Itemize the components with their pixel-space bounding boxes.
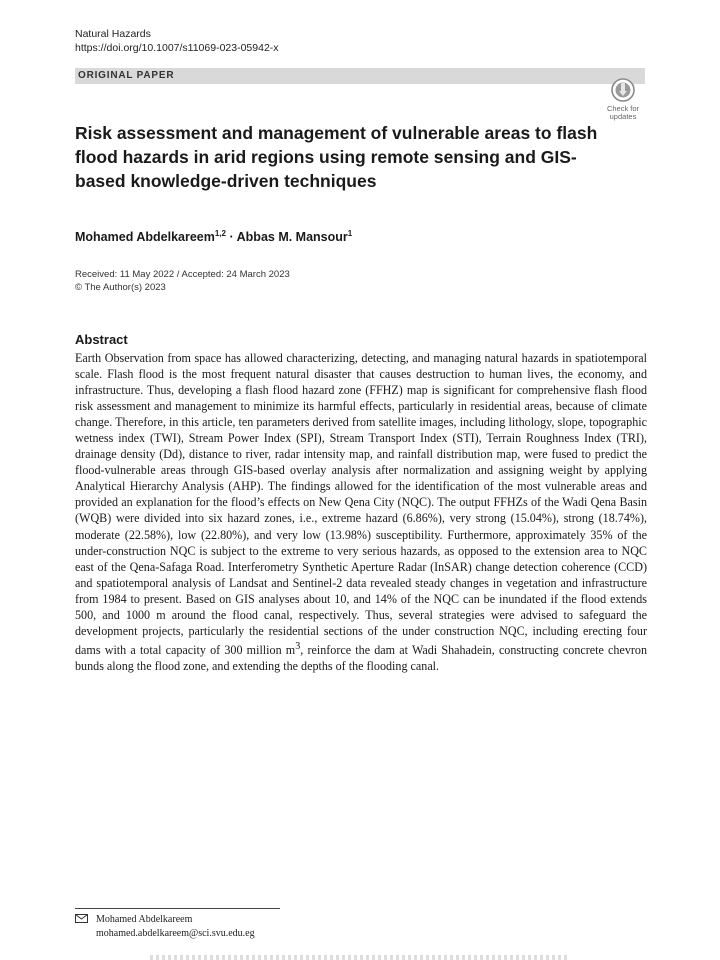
envelope-icon (75, 914, 88, 927)
journal-header (75, 27, 279, 55)
badge-line2: updates (609, 112, 637, 121)
page-cut-edge (150, 955, 570, 960)
author-name[interactable]: Abbas M. Mansour (236, 230, 348, 245)
paper-title: Risk assessment and management of vulnerable areas to flash flood hazards in arid regions using remote sensing and GIS-based knowledge-driven techniques (75, 123, 598, 191)
article-type-bar (75, 68, 645, 84)
footnote-divider (75, 908, 280, 909)
corresponding-author-name: Mohamed Abdelkareem (96, 914, 193, 925)
abstract-heading: Abstract (75, 332, 128, 347)
publication-dates (75, 268, 290, 294)
check-updates-icon (611, 78, 635, 104)
author-list (75, 226, 352, 245)
corresponding-author-email[interactable]: mohamed.abdelkareem@sci.svu.edu.eg (96, 928, 255, 939)
author-affiliation: 1 (347, 229, 353, 238)
badge-line1: Check for (606, 104, 640, 113)
check-for-updates-badge[interactable] (600, 78, 646, 126)
abstract-text-part1: Earth Observation from space has allowed characterizing, detecting, and managing natural hazards in spatiotemporal scale. Flash flood is the most frequent natural disaster that causes destruction to human lives, the economy, and infrastructure. Thus, developing a flash flood hazard zone (FFHZ) map is significant for comprehensive flash flood risk assessment and management to minimize its harmful effects, particularly in residential areas, because of climate change. Therefore, in this article, ten parameters derived from satellite images, including lithology, slope, topographic wetness index (TWI), Stream Power Index (SPI), Stream Transport Index (STI), Terrain Roughness Index (TRI), drainage density (Dd), distance to river, radar intensity map, and rainfall distribution map, were fused to predict the flood-vulnerable areas through GIS-based overlay analysis after normalization and assigning weight by applying Analytical Hierarchy Analysis (AHP). The findings allowed for the identification of the most vulnerable areas and provided an explanation for the flood’s effects on New Qena City (NQC). The output FFHZs of the Wadi Qena Basin (WQB) were divided into six hazard zones, i.e., extreme hazard (6.86%), very strong (15.04%), strong (18.74%), moderate (22.58%), low (22.80%), and very low (13.98%) susceptibility. Furthermore, approximately 35% of the under-construction NQC is subject to the extreme to very serious hazards, as opposed to the extension area to NQC east of the Qena-Safaga Road. Interferometry Synthetic Aperture Radar (InSAR) change detection coherence (CCD) and spatiotemporal analysis of Landsat and Sentinel-2 data revealed steady changes in vegetation and infrastructure from 1984 to present. Based on GIS analyses about 10, and 14% of the NQC can be inundated if the flood extends 500, and 1000 m around the flood canal, respectively. Thus, several strategies were advised to safeguard the development projects, particularly the residential sections of the under construction NQC, including erecting four dams with a total capacity of 300 million m (75, 351, 647, 657)
author-separator: · (225, 230, 237, 245)
abstract-text-part2: , reinforce the dam at Wadi Shahadein, constructing concrete chevron bunds along the flood zone, and extending the depths of the flooding canal. (75, 642, 647, 673)
received-accepted: Received: 11 May 2022 / Accepted: 24 March 2023 (75, 269, 290, 280)
author-name[interactable]: Mohamed Abdelkareem (75, 230, 215, 245)
author-affiliation: 1,2 (214, 229, 226, 238)
abstract-superscript: 3 (295, 640, 301, 652)
doi-link[interactable]: https://doi.org/10.1007/s11069-023-05942-x (75, 42, 279, 54)
corresponding-author (75, 913, 255, 940)
journal-name: Natural Hazards (75, 28, 151, 40)
abstract-text (75, 350, 647, 674)
copyright: © The Author(s) 2023 (75, 282, 166, 293)
article-type-label: ORIGINAL PAPER (78, 70, 175, 81)
